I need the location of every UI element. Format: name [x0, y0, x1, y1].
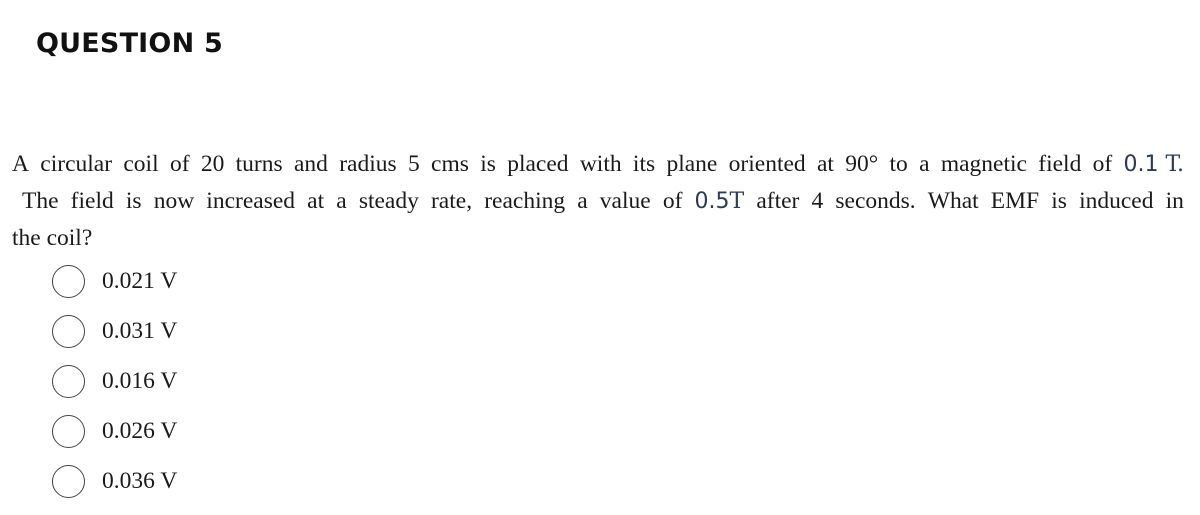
question-word: a	[577, 188, 588, 214]
question-word: now	[153, 188, 195, 214]
question-word: A	[12, 151, 29, 177]
question-word: increased	[206, 188, 296, 214]
question-line-2	[12, 183, 1184, 220]
answer-option[interactable]	[52, 406, 177, 456]
answer-option-label: 0.016 V	[102, 367, 178, 394]
question-word: to	[889, 151, 908, 177]
question-word: of	[662, 188, 683, 214]
radio-button[interactable]	[52, 465, 85, 498]
answer-option-label: 0.026 V	[102, 417, 178, 444]
question-word: of	[169, 151, 190, 177]
question-word: seconds.	[835, 188, 916, 214]
question-word: induced	[1079, 188, 1154, 214]
radio-button[interactable]	[52, 415, 85, 448]
question-word: at	[307, 188, 325, 214]
radio-button[interactable]	[52, 265, 85, 298]
question-word: value	[599, 188, 651, 214]
question-word: is	[480, 151, 496, 177]
question-line-3: the coil?	[12, 225, 93, 251]
question-word: field	[1038, 151, 1082, 177]
question-word: 20	[200, 151, 225, 177]
field-value-initial	[1124, 146, 1184, 183]
question-title: QUESTION 5	[36, 28, 223, 59]
question-word: 90°	[845, 151, 879, 177]
question-word: oriented	[728, 151, 806, 177]
question-word: is	[125, 188, 142, 214]
question-word: is	[1051, 188, 1067, 214]
question-word: plane	[666, 151, 718, 177]
radio-button[interactable]	[52, 315, 85, 348]
question-word: steady	[358, 188, 419, 214]
question-word: of	[1092, 151, 1113, 177]
question-word: with	[579, 151, 622, 177]
question-word: field	[70, 188, 114, 214]
question-word: a	[919, 151, 930, 177]
question-line-1	[12, 146, 1184, 183]
answer-option-label: 0.021 V	[102, 267, 178, 294]
question-word: in	[1165, 188, 1184, 214]
answer-option[interactable]	[52, 356, 177, 406]
question-word: radius	[339, 151, 397, 177]
question-text	[12, 146, 1184, 257]
question-word: The	[22, 188, 59, 214]
answer-option-label: 0.036 V	[102, 467, 178, 494]
question-word: 4	[811, 188, 824, 214]
answer-option[interactable]	[52, 306, 177, 356]
question-word: magnetic	[940, 151, 1027, 177]
answer-option-label: 0.031 V	[102, 317, 178, 344]
question-word: rate,	[430, 188, 473, 214]
question-word: placed	[507, 151, 569, 177]
question-word: What	[927, 188, 979, 214]
question-word: circular	[40, 151, 113, 177]
answer-option[interactable]	[52, 456, 177, 506]
question-word: a	[336, 188, 347, 214]
radio-button[interactable]	[52, 365, 85, 398]
field-value-unit: T	[729, 189, 745, 214]
question-word: 5	[407, 151, 420, 177]
question-word: EMF	[990, 188, 1040, 214]
field-value-unit: T.	[1165, 152, 1184, 177]
question-word: turns	[235, 151, 283, 177]
question-word: coil	[123, 151, 159, 177]
question-word: cms	[431, 151, 469, 177]
field-value-number: 0.5	[694, 189, 730, 214]
question-word: reaching	[484, 188, 566, 214]
field-value-number: 0.1	[1123, 152, 1159, 177]
answer-options	[52, 256, 177, 506]
question-word: its	[632, 151, 656, 177]
question-word: and	[293, 151, 328, 177]
question-word: at	[816, 151, 834, 177]
answer-option[interactable]	[52, 256, 177, 306]
question-word: after	[756, 188, 800, 214]
field-value-final	[695, 183, 745, 220]
